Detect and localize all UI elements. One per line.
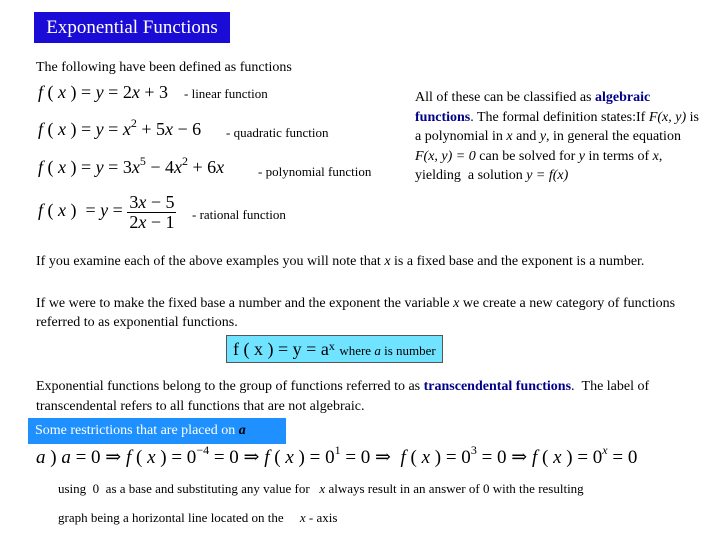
polynomial-function-label: - polynomial function: [258, 164, 372, 179]
polynomial-function-equation: f ( x ) = $y = 3x^5 - 4x^2 + 6x$: [38, 154, 225, 177]
paragraph-fixed-base: If you examine each of the above examples you will note that x is a fixed base and the exponent is a number.: [36, 254, 645, 269]
intro-text: The following have been defined as functions: [36, 60, 292, 75]
paragraph-exponential-intro: If we were to make the fixed base a number and the exponent the variable x we create a new category of functions referred to as exponential functions.: [36, 296, 676, 330]
quadratic-function-equation: f ( x ) = $y = x^2 + 5x - 6$: [38, 116, 202, 139]
restrictions-variable: a: [238, 423, 246, 438]
page-title: Exponential Functions: [34, 12, 230, 43]
restriction-note-line-1: using 0 as a base and substituting any value for x always result in an answer of 0 with the resulting: [58, 481, 584, 496]
restriction-note-line-2: graph being a horizontal line located on the x - axis: [58, 510, 338, 525]
restrictions-label: Some restrictions that are placed on: [35, 423, 239, 438]
linear-function-equation: f ( x ) = y = 2x + 3: [38, 82, 168, 102]
exponential-definition-box: f ( x ) = $y = a^x$ where a is number: [226, 335, 443, 363]
restrictions-heading: [28, 418, 286, 444]
algebraic-definition-text: All of these can be classified as algebraic functions. The formal definition states:If F(x, y) is a polynomial in x and y, in general the equation F(x, y) = 0 can be solved for y in terms of x, yielding a solution y = f(x): [415, 90, 699, 183]
restriction-zero-equation: a ) a = 0 ⇒ f ( x ) = $0^{-4} = 0$ ⇒ f ( x ) = $0^1 = 0$ ⇒ f ( x ) = $0^3 = 0$ ⇒ f ( x ) = $0^x = 0$: [36, 443, 638, 468]
linear-function-label: - linear function: [184, 86, 268, 101]
rational-function-equation: f ( x ) = $y = \frac{3x - 5}{2x - 1}$: [38, 192, 175, 232]
paragraph-transcendental: Exponential functions belong to the group of functions referred to as transcendental functions. The label of transcendental refers to all functions that are not algebraic.: [36, 379, 650, 414]
quadratic-function-label: - quadratic function: [226, 125, 329, 140]
rational-function-label: - rational function: [192, 207, 286, 222]
